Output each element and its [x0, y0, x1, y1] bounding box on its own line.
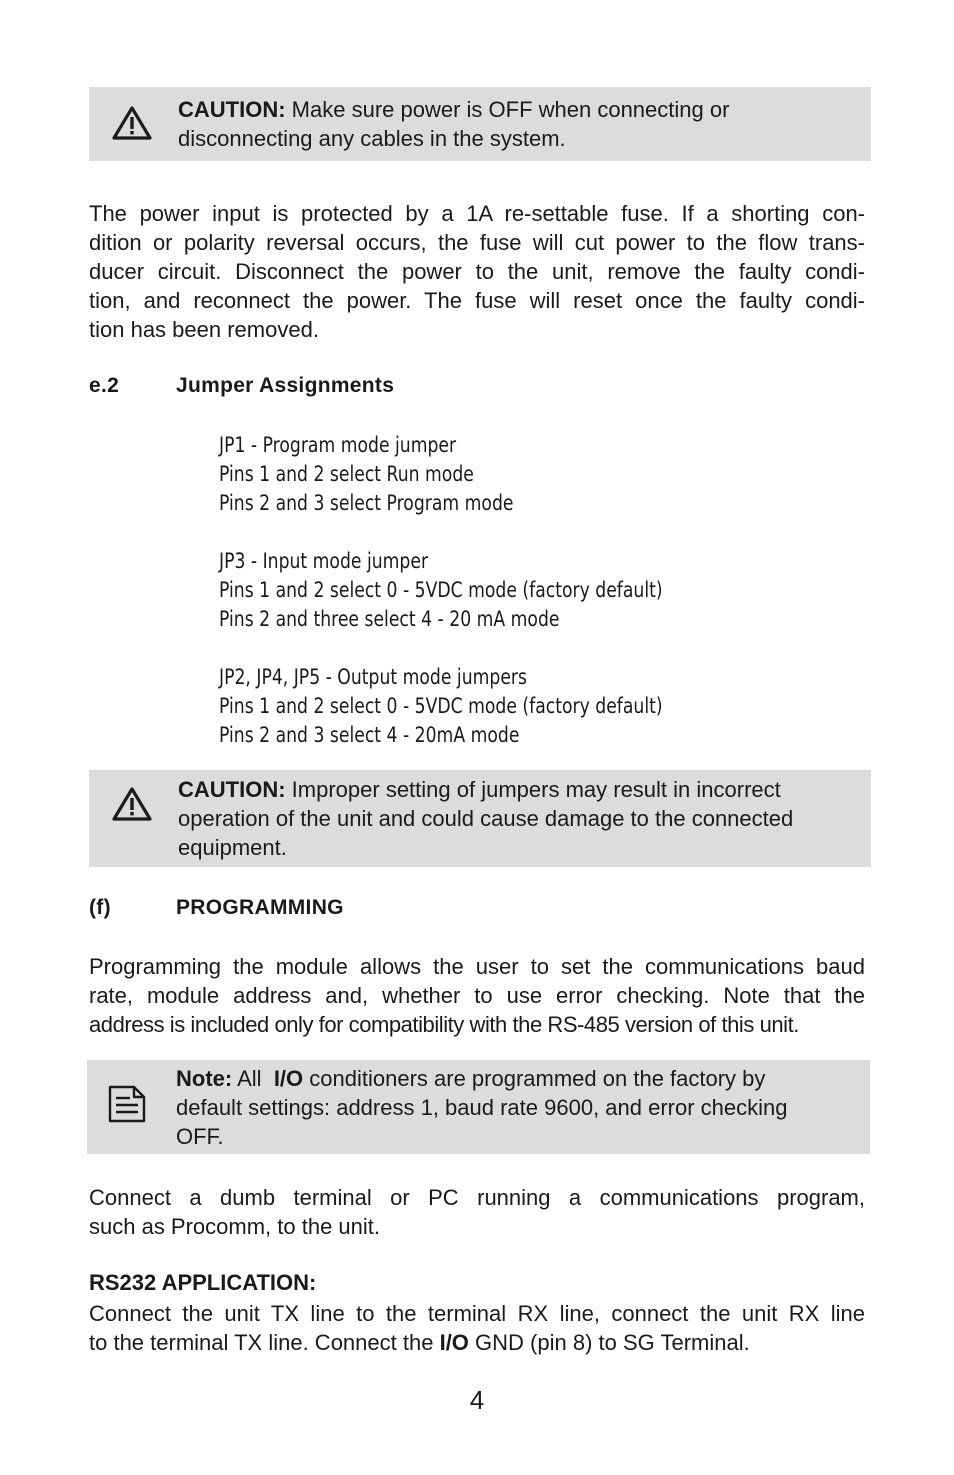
caution-label: CAUTION:	[178, 777, 286, 802]
note-box	[87, 1060, 870, 1154]
caution-text: CAUTION: Improper setting of jumpers may result in incorrect operation of the unit and could cause damage to the connected equipment.	[178, 777, 794, 860]
jumper-list	[219, 431, 663, 750]
section-title: Jumper Assignments	[176, 374, 395, 397]
jumper-group-jp3: JP3 - Input mode jumper Pins 1 and 2 select 0 - 5VDC mode (factory default) Pins 2 and three select 4 - 20 mA mode	[219, 549, 663, 631]
programming-paragraph: Programming the module allows the user to set the communications baud rate, module address and, whether to use error checking. Note that the address is included only for compatibility with the RS-485 version of this unit.	[89, 954, 865, 1037]
caution-box-jumpers	[89, 770, 871, 867]
rs232-heading: RS232 APPLICATION:	[89, 1270, 317, 1295]
note-document-icon	[107, 1084, 147, 1129]
section-title: PROGRAMMING	[176, 896, 344, 919]
fuse-paragraph: The power input is protected by a 1A re-settable fuse. If a shorting con- dition or polarity reversal occurs, the fuse will cut power to the flow trans- ducer circuit. Disconnect the power to the unit, remove the faulty condi- tion, and reconnect the power. The fuse will reset once the faulty condi- tion has been removed.	[89, 201, 865, 342]
note-text: Note: All I/O conditioners are programmed on the factory by default settings: address 1, baud rate 9600, and error checking OFF.	[176, 1066, 788, 1149]
warning-triangle-icon	[111, 105, 153, 146]
caution-text: CAUTION: Make sure power is OFF when connecting or disconnecting any cables in the system.	[178, 97, 730, 151]
warning-triangle-icon	[111, 786, 153, 827]
jumper-group-jp1: JP1 - Program mode jumper Pins 1 and 2 select Run mode Pins 2 and 3 select Program mode	[219, 433, 514, 515]
jumper-group-jp2-jp4-jp5: JP2, JP4, JP5 - Output mode jumpers Pins 1 and 2 select 0 - 5VDC mode (factory default) Pins 2 and 3 select 4 - 20mA mode	[219, 665, 663, 747]
connect-paragraph: Connect a dumb terminal or PC running a communications program, such as Procomm, to the unit.	[89, 1185, 865, 1239]
section-number: (f)	[89, 896, 111, 919]
caution-label: CAUTION:	[178, 97, 286, 122]
note-label: Note:	[176, 1066, 233, 1091]
caution-box-power	[89, 87, 871, 161]
page-number: 4	[469, 1385, 485, 1415]
rs232-paragraph: Connect the unit TX line to the terminal RX line, connect the unit RX line to the terminal TX line. Connect the I/O GND (pin 8) to SG Terminal.	[89, 1301, 865, 1355]
section-number: e.2	[89, 374, 120, 397]
